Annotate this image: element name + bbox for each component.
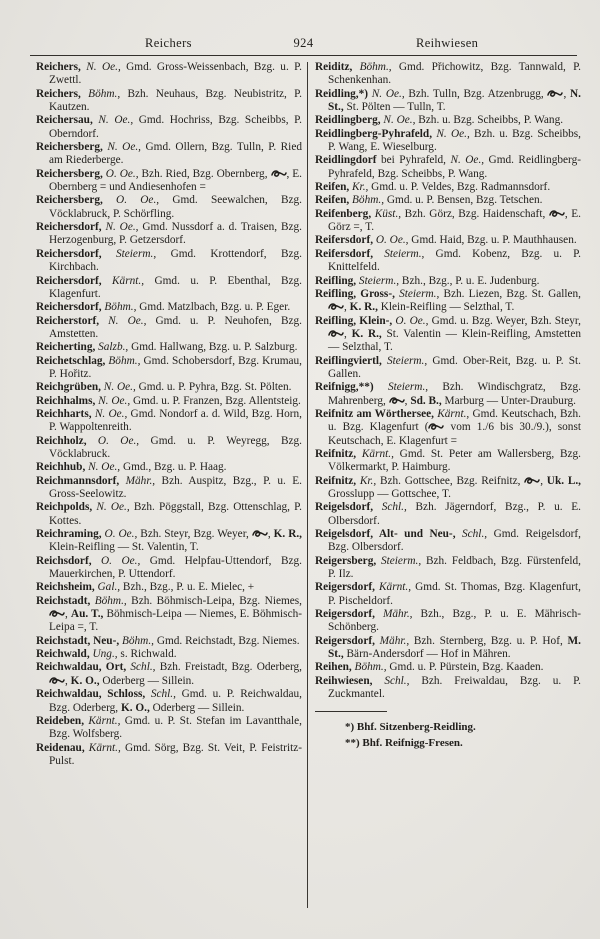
entry-region: Böhm., (119, 634, 154, 647)
entry-text: St. Valentin — Klein-Reifling, Amstetten — Selzthal, T. (328, 327, 581, 354)
entry-region: O. Oe., (392, 314, 429, 327)
entry-name: Reichstadt, (36, 594, 91, 607)
post-horn-icon (549, 209, 565, 218)
entry-region: Mähr., (119, 474, 156, 487)
post-horn-icon (271, 169, 287, 178)
footnote-block (315, 711, 581, 750)
entry-text: Gmd. Seewalchen, Bzg. Vöcklabruck, P. Schörfling. (49, 194, 302, 220)
entry-name: Reicherstorf, (36, 314, 100, 327)
entry-region: Schl., (145, 688, 176, 701)
entry-region: Kärnt., (84, 714, 121, 727)
entry-name: Reichers, (36, 87, 81, 100)
entry-text: vom 1./6 bis 30./9.), sonst Keutschach, E. Klagenfurt = (328, 421, 581, 447)
gazetteer-entry (315, 128, 581, 155)
entry-text: , (65, 674, 71, 687)
gazetteer-entry (36, 595, 302, 635)
entry-region: Steierm., (376, 554, 422, 567)
gazetteer-entry (315, 154, 581, 181)
gazetteer-entry (315, 61, 581, 88)
gazetteer-entry (315, 181, 581, 194)
entry-region: Küst., (371, 207, 402, 220)
entry-name: Reidlingberg, (315, 114, 381, 127)
entry-name: Reichsheim, (36, 581, 95, 594)
column-divider (307, 62, 308, 908)
entry-name: Reichholz, (36, 434, 87, 447)
entry-name: Reichersau, (36, 114, 93, 127)
post-horn-icon (49, 609, 65, 618)
gazetteer-entry (36, 315, 302, 342)
entry-name: Reicherting, (36, 341, 96, 354)
entry-text: St. Pölten — Tulln, T. (343, 101, 446, 114)
entry-region: Kärnt., (374, 581, 412, 594)
entry-name: Reichwaldau, Ort, (36, 661, 127, 674)
entry-name: Reifen, (315, 194, 350, 207)
entry-text: , (404, 394, 411, 407)
header-rule (30, 55, 577, 56)
column-right (315, 61, 581, 752)
entry-text: Gmd. Přichowitz, Bzg. Tannwald, P. Schenkenhan. (328, 61, 581, 87)
entry-name: Reichhub, (36, 461, 86, 474)
entry-name: Reigersdorf, (315, 608, 375, 621)
gazetteer-entry (315, 408, 581, 448)
entry-text: Gmd. u. P. Ebenthal, Bzg. Klagenfurt. (49, 274, 302, 300)
entry-text: Klein-Reifling — Selzthal, T. (377, 301, 515, 314)
entry-region: Kärnt., (433, 407, 470, 420)
post-horn-icon (428, 422, 444, 431)
entry-text: Bzh. Neuhaus, Bzg. Neubistritz, P. Kautzen. (49, 87, 302, 114)
entry-name: Reichersdorf, (36, 274, 102, 287)
entry-text: Oderberg — Sillein. (149, 701, 245, 714)
gazetteer-entry (36, 141, 302, 168)
entry-text: , E. Obernberg = und Andiesenhofen = (49, 167, 303, 194)
entry-text: Bzh. Freiwaldau, Bzg. u. P. Zuckmantel. (328, 674, 581, 701)
entry-text: Gmd. Nussdorf a. d. Traisen, Bzg. Herzogenburg, P. Getzersdorf. (49, 221, 302, 247)
entry-text: Gmd. Schobersdorf, Bzg. Krumau, P. Hořitz. (49, 354, 302, 380)
header-keyword-left: Reichers (145, 36, 192, 50)
entry-name: Sd. B., (410, 394, 442, 407)
entry-region: N. Oe., (368, 87, 405, 100)
entry-region: O. Oe., (102, 194, 160, 207)
entry-name: Reichersberg, (36, 194, 103, 207)
entry-region: Kr., (349, 181, 369, 194)
post-horn-icon (49, 676, 65, 685)
entry-name: Reidling,*) (315, 87, 369, 100)
entry-region: N. Oe., (80, 61, 121, 73)
post-horn-icon (524, 476, 540, 485)
entry-region: N. Oe., (100, 381, 136, 394)
entry-name: K. O., (70, 674, 100, 687)
post-horn-icon (547, 89, 563, 98)
gazetteer-entry (315, 114, 581, 127)
gazetteer-entry (315, 608, 581, 635)
entry-text: Gmd. u. P. Franzen, Bzg. Allentsteig. (130, 394, 301, 407)
gazetteer-entry (315, 528, 581, 555)
entry-text: Gmd. Haid, Bzg. u. P. Mauthhausen. (408, 234, 577, 247)
entry-text: Gmd. Keutschach, Bzh. u. Bzg. Klagenfurt ( (328, 407, 582, 434)
entry-text: Bzh. Tulln, Bzg. Atzenbrugg, (404, 87, 548, 100)
gazetteer-entry (315, 501, 581, 528)
footnote: *) Bhf. Sitzenberg-Reidling. (345, 720, 476, 733)
entry-text: Gmd. u. P. Reichwaldau, Bzg. Oderberg, (49, 688, 302, 714)
entry-text: Gmd. St. Thomas, Bzg. Klagenfurt, P. Pischeldorf. (328, 581, 581, 607)
gazetteer-entry (36, 648, 302, 661)
entry-text: , (65, 608, 71, 621)
entry-text: Gmd. Nondorf a. d. Wild, Bzg. Horn, P. Wappoltenreith. (49, 407, 302, 434)
entry-name: Reigelsdorf, Alt- und Neu-, (315, 528, 456, 541)
entry-text: Bzh. Freistadt, Bzg. Oderberg, (155, 661, 302, 674)
entry-name: Reichraming, (36, 528, 102, 541)
entry-text: Gmd. u. P. Veldes, Bzg. Radmannsdorf. (368, 181, 551, 194)
entry-name: Reideben, (36, 714, 85, 727)
entry-text: Bzh. u. Bzg. Scheibbs, P. Wang, E. Wieselburg. (328, 127, 581, 154)
footnote: **) Bhf. Reifnigg-Fresen. (345, 736, 463, 749)
gazetteer-entry (36, 61, 302, 88)
entry-region: Steierm., (373, 381, 429, 394)
entry-name: Reigersberg, (315, 554, 377, 567)
gazetteer-entry (36, 168, 302, 195)
gazetteer-entry (315, 355, 581, 382)
entry-text: Bzh. Pöggstall, Bzg. Ottenschlag, P. Kottes. (49, 501, 302, 527)
entry-name: M. St., (328, 634, 582, 661)
gazetteer-entry (315, 675, 581, 702)
entry-name: Reigersdorf, (315, 581, 375, 594)
gazetteer-entry (315, 208, 581, 235)
gazetteer-entry (315, 475, 581, 502)
entry-name: K. R., (351, 327, 382, 340)
entry-text: Gmd. u. P. St. Stefan im Lavantthale, Bzg. Wolfsberg. (49, 714, 302, 741)
entry-region: Schl., (373, 501, 407, 514)
entry-text: s. Richwald. (117, 648, 177, 661)
entry-name: N. St., (328, 87, 581, 114)
entry-text: Gmd. St. Peter am Wallersberg, Bzg. Völkermarkt, P. Haimburg. (328, 447, 581, 474)
gazetteer-entry (315, 635, 581, 662)
entry-name: Reidlingberg-Pyhrafeld, (315, 127, 433, 140)
gazetteer-entry (36, 528, 302, 555)
entry-text: Gmd. Krottendorf, Bzg. Kirchbach. (49, 247, 302, 274)
gazetteer-entry (315, 275, 581, 288)
entry-name: Reifnitz, (315, 474, 357, 487)
entry-name: Reifen, (315, 181, 350, 194)
entry-name: Reifnitz, (315, 447, 357, 460)
gazetteer-entry (36, 742, 302, 769)
entry-name: Reifnitz am Wörthersee, (315, 407, 434, 420)
entry-name: Reichstadt, Neu-, (36, 634, 120, 647)
entry-name: Reigersdorf, (315, 634, 375, 647)
gazetteer-entry (36, 395, 302, 408)
entry-name: Reidenau, (36, 741, 85, 754)
entry-region: Böhm., (351, 661, 387, 674)
entry-text: Gmd. Matzlbach, Bzg. u. P. Eger. (136, 301, 291, 314)
entry-name: Reichsdorf, (36, 554, 92, 567)
gazetteer-entry (36, 301, 302, 314)
gazetteer-entry (36, 435, 302, 462)
entry-region: N. Oe., (101, 221, 139, 234)
entry-name: Reichgrüben, (36, 381, 101, 394)
gazetteer-entry (315, 88, 581, 115)
entry-text: , (267, 528, 274, 541)
entry-region: Böhm., (90, 594, 127, 607)
entry-text: , E. Görz =, T. (328, 207, 582, 234)
entry-text: Gmd. u. P. Neuhofen, Bzg. Amstetten. (49, 314, 302, 340)
entry-region: Kärnt., (356, 447, 394, 460)
entry-text: Bzh. Jägerndorf, Bzg., P. u. E. Olbersdorf. (328, 501, 581, 527)
gazetteer-entry (36, 461, 302, 474)
entry-text: Gmd. Ober-Reit, Bzg. u. P. St. Gallen. (328, 354, 582, 380)
entry-text: , (344, 327, 352, 340)
entry-text: Gmd. u. Bzg. Weyer, Bzh. Steyr, (428, 314, 581, 327)
entry-region: Steierm., (356, 274, 400, 287)
gazetteer-entry (36, 635, 302, 648)
entry-region: N. Oe., (85, 461, 121, 474)
entry-text: Gmd. u. P. Pyhra, Bzg. St. Pölten. (135, 381, 292, 394)
entry-name: Reichpolds, (36, 501, 93, 514)
page-header (30, 36, 577, 52)
gazetteer-entry (315, 581, 581, 608)
entry-name: Reichharts, (36, 407, 92, 420)
entry-text: Bzh. Windischgratz, Bzg. Mahrenberg, (328, 381, 582, 407)
gazetteer-entry (36, 275, 302, 302)
gazetteer-entry (36, 475, 302, 502)
column-right-entries (315, 61, 581, 702)
gazetteer-entry (36, 88, 302, 115)
entry-text: Gmd. Gross-Weissenbach, Bzg. u. P. Zwettl. (49, 61, 302, 87)
entry-name: Reifnigg,**) (315, 381, 374, 394)
entry-text: Bzh. Böhmisch-Leipa, Bzg. Niemes, (126, 594, 302, 607)
entry-name: Reifersdorf, (315, 234, 374, 247)
entry-name: K. O., (120, 701, 150, 714)
entry-region: Böhm., (105, 354, 141, 367)
entry-name: Reifling, (315, 274, 357, 287)
gazetteer-entry (36, 501, 302, 528)
entry-text: Bzh., Bzg., P. u. E. Judenburg. (399, 274, 540, 287)
entry-text: Böhmisch-Leipa — Niemes, E. Böhmisch-Leipa =, T. (49, 608, 302, 634)
entry-region: N. Oe., (102, 141, 141, 154)
entry-text: Gmd., Bzg. u. P. Haag. (120, 461, 227, 474)
gazetteer-entry (36, 688, 302, 715)
entry-text: Gmd. Ollern, Bzg. Tulln, P. Ried am Riederberge. (49, 141, 302, 167)
entry-name: Reiflingviertl, (315, 354, 382, 367)
gazetteer-entry (315, 381, 581, 408)
post-horn-icon (328, 302, 344, 311)
entry-name: Reifling, Klein-, (315, 314, 393, 327)
page-number: 924 (293, 36, 314, 50)
entry-text: Bzh. Ried, Bzg. Obernberg, (138, 167, 271, 180)
entry-region: Steierm., (101, 247, 157, 260)
entry-name: Reichers, (36, 61, 81, 73)
gazetteer-entry (36, 581, 302, 594)
entry-name: Reichersdorf, (36, 247, 102, 260)
entry-text: Bzh. Gottschee, Bzg. Reifnitz, (376, 474, 525, 487)
entry-text: Bzh., Bzg., P. u. E. Mährisch-Schönberg. (328, 608, 581, 634)
entry-name: Reifling, Gross-, (315, 287, 395, 300)
gazetteer-entry (315, 315, 581, 355)
entry-region: O. Oe., (86, 434, 140, 447)
entry-region: O. Oe., (91, 554, 141, 567)
entry-text: Bzh. Sternberg, Bzg. u. P. Hof, (409, 634, 568, 647)
entry-text: , (344, 301, 350, 314)
column-left (36, 61, 302, 768)
entry-text: Gmd. Sörg, Bzg. St. Veit, P. Feistritz-Pulst. (49, 741, 302, 767)
entry-name: Reifersdorf, (315, 247, 374, 260)
entry-region: N. Oe., (99, 314, 147, 327)
entry-region: N. Oe., (445, 154, 485, 167)
entry-region: Steierm., (394, 287, 440, 300)
gazetteer-entry (36, 194, 302, 221)
post-horn-icon (389, 396, 405, 405)
entry-name: Reichersdorf, (36, 221, 102, 234)
entry-region: Mähr., (374, 634, 410, 647)
gazetteer-entry (36, 381, 302, 394)
entry-name: Reichersdorf, (36, 301, 102, 314)
entry-text: Gmd. Reigelsdorf, Bzg. Olbersdorf. (328, 528, 581, 554)
entry-text: Gmd. Reichstadt, Bzg. Niemes. (154, 634, 300, 647)
entry-name: Reigelsdorf, (315, 501, 374, 514)
entry-region: Mähr., (374, 608, 413, 621)
gazetteer-entry (315, 555, 581, 582)
entry-name: Uk. L., (546, 474, 581, 487)
entry-region: Kärnt., (101, 274, 145, 287)
entry-text: Gmd. Kobenz, Bzg. u. P. Knittelfeld. (328, 247, 581, 274)
entry-name: Reichwaldau, Schloss, (36, 688, 146, 701)
entry-text: Gmd. Helpfau-Uttendorf, Bzg. Mauerkirchen, P. Uttendorf. (49, 554, 302, 581)
entry-region: Schl., (126, 661, 156, 674)
entry-name: Reiditz, (315, 61, 353, 73)
entry-text: Gmd. Reidlingberg-Pyhrafeld, Bzg. Scheibbs, P. Wang. (328, 154, 581, 180)
gazetteer-entry (315, 234, 581, 247)
gazetteer-entry (36, 114, 302, 141)
entry-region: N. Oe., (380, 114, 416, 127)
entry-text: Bzh. Liezen, Bzg. St. Gallen, (439, 287, 582, 300)
entry-text: Bzh. u. Bzg. Scheibbs, P. Wang. (415, 114, 564, 127)
entry-text: Oderberg — Sillein. (99, 674, 195, 687)
entry-text: Gmd. u. P. Weyregg, Bzg. Vöcklabruck. (49, 434, 302, 460)
gazetteer-entry (315, 194, 581, 207)
entry-text: Bzh. Feldbach, Bzg. Fürstenfeld, P. Ilz. (328, 554, 581, 581)
entry-name: Reichersberg, (36, 141, 103, 154)
gazetteer-entry (36, 408, 302, 435)
entry-text: bei Pyhrafeld, (376, 154, 446, 167)
footnote-rule (315, 711, 387, 712)
entry-text: Bärn-Andersdorf — Hof in Mähren. (343, 648, 511, 661)
entry-name: Au. T., (70, 608, 104, 621)
gazetteer-entry (36, 355, 302, 382)
entry-region: N. Oe., (92, 114, 134, 127)
entry-region: Böhm., (101, 301, 137, 314)
entry-region: O. Oe., (101, 528, 138, 541)
entry-region: N. Oe., (91, 407, 128, 420)
gazetteer-entry (36, 555, 302, 582)
entry-text: Bzh. Görz, Bzg. Haidenschaft, (401, 207, 549, 220)
entry-text: Bzh. Auspitz, Bzg., P. u. E. Gross-Seelowitz. (49, 474, 302, 500)
entry-text: Gmd. u. P. Pürstein, Bzg. Kaaden. (386, 661, 544, 674)
entry-name: Reichmannsdorf, (36, 474, 120, 487)
entry-region: Schl., (455, 528, 488, 541)
entry-text: , (563, 87, 570, 100)
entry-region: Schl., (372, 674, 410, 687)
header-keyword-right: Reihwiesen (416, 36, 479, 50)
entry-region: O. Oe., (373, 234, 409, 247)
entry-region: O. Oe., (102, 167, 139, 180)
entry-text: Grosslupp — Gottschee, T. (328, 488, 451, 500)
gazetteer-entry (36, 341, 302, 354)
entry-region: Salzb., (95, 341, 129, 354)
entry-name: Reichwald, (36, 648, 90, 661)
entry-name: Reihwiesen, (315, 674, 373, 687)
entry-name: Reichhalms, (36, 394, 96, 407)
post-horn-icon (328, 329, 344, 338)
entry-name: Reidlingdorf (315, 154, 377, 167)
entry-region: Böhm., (352, 61, 392, 73)
entry-name: Reihen, (315, 661, 352, 674)
entry-text: Klein-Reifling — St. Valentin, T. (49, 541, 199, 554)
entry-region: Kr., (356, 474, 377, 487)
gazetteer-entry (315, 248, 581, 275)
entry-name: Reichetschlag, (36, 354, 106, 367)
gazetteer-entry (315, 661, 581, 674)
entry-text: Bzh. Steyr, Bzg. Weyer, (137, 528, 252, 541)
entry-region: Ung., (89, 648, 118, 661)
gazetteer-entry (36, 715, 302, 742)
entry-region: Steierm., (373, 247, 425, 260)
entry-text: Gmd. Hochriss, Bzg. Scheibbs, P. Oberndorf. (49, 114, 302, 140)
entry-region: N. Oe., (432, 127, 470, 140)
entry-region: Gal., (94, 581, 121, 594)
entry-text: , (540, 474, 547, 487)
entry-name: K. R., (273, 528, 302, 541)
entry-name: Reifenberg, (315, 207, 372, 220)
entry-region: Böhm., (349, 194, 385, 207)
entry-name: K. R., (349, 301, 378, 314)
entry-text: Bzh., Bzg., P. u. E. Mielec, + (120, 581, 255, 594)
gazetteer-entry (315, 288, 581, 315)
entry-region: Kärnt., (84, 741, 121, 754)
gazetteer-entry (36, 221, 302, 248)
entry-text: Gmd. u. P. Bensen, Bzg. Tetschen. (384, 194, 543, 207)
entry-region: Böhm., (80, 87, 121, 100)
gazetteer-entry (36, 248, 302, 275)
gazetteer-entry (315, 448, 581, 475)
post-horn-icon (252, 529, 268, 538)
entry-region: N. Oe., (92, 501, 130, 514)
entry-name: Reichersberg, (36, 167, 103, 180)
gazetteer-entry (36, 661, 302, 688)
entry-region: N. Oe., (95, 394, 131, 407)
entry-text: Gmd. Hallwang, Bzg. u. P. Salzburg. (128, 341, 298, 354)
entry-text: Marburg — Unter-Drauburg. (441, 394, 576, 407)
entry-region: Steierm., (381, 354, 428, 367)
